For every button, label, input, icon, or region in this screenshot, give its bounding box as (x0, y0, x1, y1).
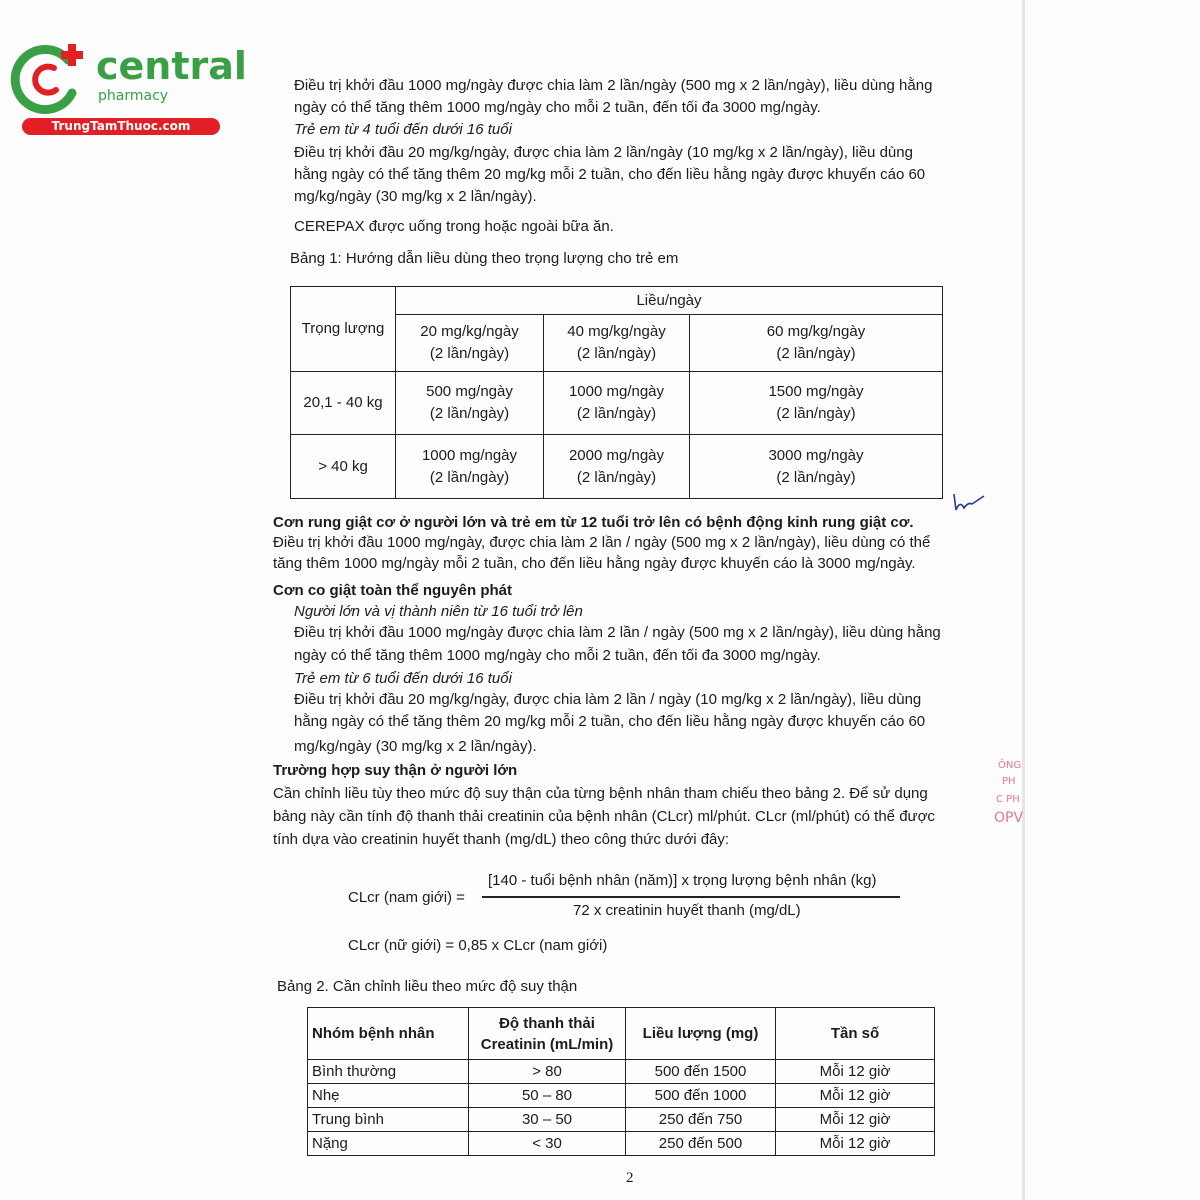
frequency-cell: Mỗi 12 giờ (776, 1084, 935, 1108)
text-line: bảng này cần tính độ thanh thải creatinin của bệnh nhân (CLcr) ml/phút. CLcr (ml/phút) có thể được (273, 808, 935, 825)
clearance-cell: > 80 (469, 1060, 626, 1084)
fraction-bar (482, 896, 900, 898)
text-line: Điều trị khởi đầu 20 mg/kg/ngày, được chia làm 2 lần / ngày (10 mg/kg x 2 lần/ngày), liều dùng (294, 691, 922, 708)
text-line: hằng ngày có thể tăng thêm 20 mg/kg mỗi 2 tuần, cho đến liều hằng ngày được khuyến cáo 60 (294, 713, 926, 730)
page-number: 2 (626, 1170, 634, 1186)
header-clearance: Độ thanh thải Creatinin (mL/min) (469, 1008, 626, 1060)
table-row (308, 1132, 935, 1156)
column-header: 40 mg/kg/ngày (2 lần/ngày) (544, 315, 690, 372)
dose-cell: 250 đến 750 (626, 1108, 776, 1132)
text-line: ngày có thể tăng thêm 1000 mg/ngày cho mỗi 2 tuần, đến tối đa 3000 mg/ngày. (294, 647, 821, 664)
stamp-fragment: ÔNG (998, 760, 1022, 771)
text-line: CEREPAX được uống trong hoặc ngoài bữa ăn. (294, 218, 614, 235)
page-edge (1022, 0, 1025, 1200)
dose-cell: 250 đến 500 (626, 1132, 776, 1156)
formula-denominator: 72 x creatinin huyết thanh (mg/dL) (573, 902, 801, 919)
dose-cell: 1500 mg/ngày (2 lần/ngày) (690, 372, 943, 435)
dose-cell: 2000 mg/ngày (2 lần/ngày) (544, 435, 690, 499)
formula-male-label: CLcr (nam giới) = (348, 889, 465, 906)
subheading: Trẻ em từ 4 tuổi đến dưới 16 tuổi (294, 121, 512, 138)
logo-mark-icon (10, 38, 92, 118)
central-pharmacy-logo[interactable] (10, 38, 247, 138)
stamp-fragment: OPV (994, 810, 1024, 826)
section-heading: Trường hợp suy thận ở người lớn (273, 762, 518, 779)
text-line: Điều trị khởi đầu 1000 mg/ngày được chia làm 2 lần/ngày (500 mg x 2 lần/ngày), liều dùng hằng (294, 77, 933, 94)
clearance-cell: < 30 (469, 1132, 626, 1156)
logo-url[interactable]: TrungTamThuoc.com (22, 118, 220, 135)
dosage-by-weight-table (290, 286, 943, 499)
dose-cell: 1000 mg/ngày (2 lần/ngày) (396, 435, 544, 499)
weight-cell: > 40 kg (291, 435, 396, 499)
stamp-fragment: C PH (996, 794, 1020, 805)
dose-cell: 3000 mg/ngày (2 lần/ngày) (690, 435, 943, 499)
group-cell: Bình thường (308, 1060, 469, 1084)
dose-cell: 500 mg/ngày (2 lần/ngày) (396, 372, 544, 435)
table-row (308, 1108, 935, 1132)
text-line: hằng ngày có thể tăng thêm 20 mg/kg mỗi 2 tuần, cho đến liều hằng ngày được khuyến cáo 60 (294, 166, 926, 183)
text-line: tăng thêm 1000 mg/ngày mỗi 2 tuần, cho đến liều hằng ngày được khuyến cáo là 3000 mg/ngày. (273, 555, 916, 572)
clearance-cell: 30 – 50 (469, 1108, 626, 1132)
column-header: 20 mg/kg/ngày (2 lần/ngày) (396, 315, 544, 372)
stamp-fragment: PH (1002, 776, 1016, 787)
table-row (308, 1060, 935, 1084)
table2-caption: Bảng 2. Cần chỉnh liều theo mức độ suy thận (277, 978, 578, 995)
text-line: Điều trị khởi đầu 20 mg/kg/ngày, được chia làm 2 lần/ngày (10 mg/kg x 2 lần/ngày), liều dùng (294, 144, 913, 161)
dose-cell: 500 đến 1500 (626, 1060, 776, 1084)
subheading: Người lớn và vị thành niên từ 16 tuổi trở lên (294, 603, 583, 620)
text-line: Điều trị khởi đầu 1000 mg/ngày, được chia làm 2 lần / ngày (500 mg x 2 lần/ngày), liều dùng có thể (273, 534, 931, 551)
section-heading: Cơn rung giật cơ ở người lớn và trẻ em từ 12 tuổi trở lên có bệnh động kinh rung giật cơ. (273, 514, 914, 531)
table-row (308, 1084, 935, 1108)
frequency-cell: Mỗi 12 giờ (776, 1132, 935, 1156)
section-heading: Cơn co giật toàn thể nguyên phát (273, 582, 512, 599)
text-line: Điều trị khởi đầu 1000 mg/ngày được chia làm 2 lần / ngày (500 mg x 2 lần/ngày), liều dùng hằng (294, 624, 941, 641)
table-row (291, 372, 943, 435)
formula-female: CLcr (nữ giới) = 0,85 x CLcr (nam giới) (348, 937, 608, 954)
renal-adjustment-table (307, 1007, 935, 1156)
column-header: 60 mg/kg/ngày (2 lần/ngày) (690, 315, 943, 372)
dose-cell: 500 đến 1000 (626, 1084, 776, 1108)
formula-numerator: [140 - tuổi bệnh nhân (năm)] x trọng lượng bệnh nhân (kg) (488, 872, 877, 889)
frequency-cell: Mỗi 12 giờ (776, 1108, 935, 1132)
text-line: ngày có thể tăng thêm 1000 mg/ngày cho mỗi 2 tuần, đến tối đa 3000 mg/ngày. (294, 99, 821, 116)
table1-caption: Bảng 1: Hướng dẫn liều dùng theo trọng lượng cho trẻ em (290, 250, 679, 267)
clearance-cell: 50 – 80 (469, 1084, 626, 1108)
header-dose: Liều lượng (mg) (626, 1008, 776, 1060)
logo-name: central (96, 44, 247, 88)
dose-cell: 1000 mg/ngày (2 lần/ngày) (544, 372, 690, 435)
subheading: Trẻ em từ 6 tuổi đến dưới 16 tuổi (294, 670, 512, 687)
header-group: Nhóm bệnh nhân (308, 1008, 469, 1060)
group-cell: Nặng (308, 1132, 469, 1156)
group-cell: Trung bình (308, 1108, 469, 1132)
text-line: Cần chỉnh liều tùy theo mức độ suy thận của từng bệnh nhân tham chiếu theo bảng 2. Để sử dụng (273, 785, 928, 802)
logo-subtitle: pharmacy (98, 88, 169, 104)
weight-cell: 20,1 - 40 kg (291, 372, 396, 435)
text-line: mg/kg/ngày (30 mg/kg x 2 lần/ngày). (294, 738, 537, 755)
text-line: mg/kg/ngày (30 mg/kg x 2 lần/ngày). (294, 188, 537, 205)
table-row (291, 435, 943, 499)
group-cell: Nhẹ (308, 1084, 469, 1108)
handwritten-initial-icon (950, 490, 990, 520)
header-dose: Liều/ngày (396, 287, 943, 315)
header-frequency: Tần số (776, 1008, 935, 1060)
frequency-cell: Mỗi 12 giờ (776, 1060, 935, 1084)
text-line: tính dựa vào creatinin huyết thanh (mg/dL) theo công thức dưới đây: (273, 831, 730, 848)
header-weight: Trọng lượng (291, 287, 396, 372)
